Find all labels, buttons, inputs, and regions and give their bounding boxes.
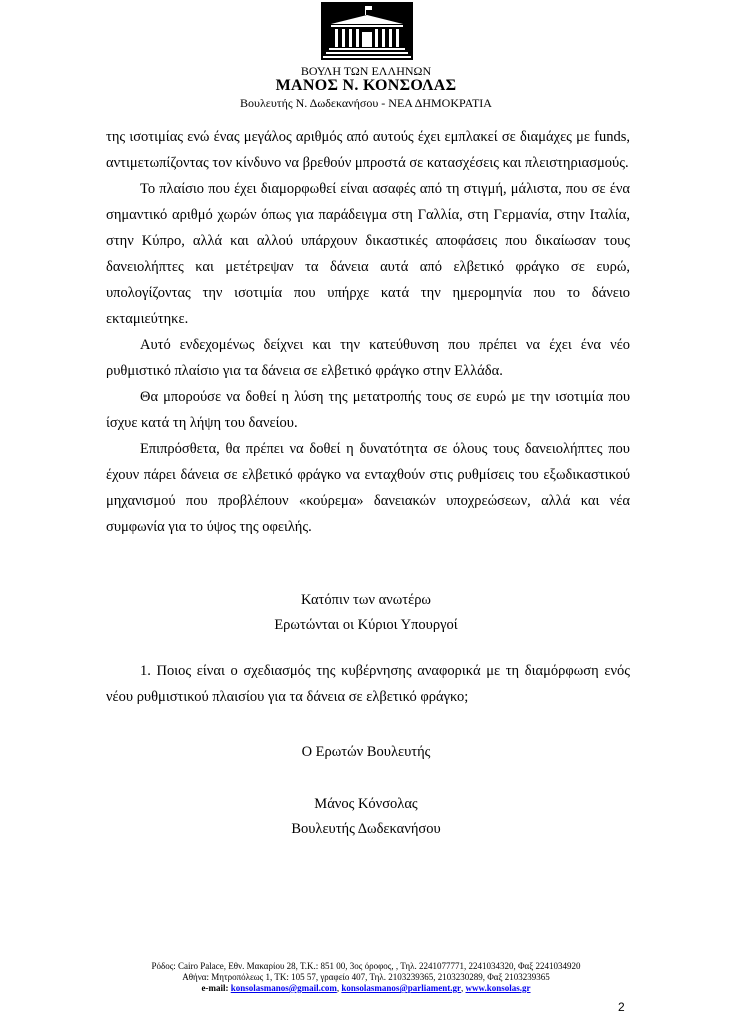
page-number: 2 <box>618 1000 625 1014</box>
email-label: e-mail: <box>201 983 229 993</box>
paragraph: της ισοτιμίας ενώ ένας μεγάλος αριθμός από αυτούς έχει εμπλακεί σε διαμάχες με funds, αντιμετωπίζοντας τον κίνδυνο να βρεθούν μπροστά σε κατασχέσεις και πλειστηριασμούς. <box>106 129 630 171</box>
body-text <box>106 124 630 540</box>
signature-label: Ο Ερωτών Βουλευτής <box>301 744 431 760</box>
footer-address-athens: Αθήνα: Μητροπόλεως 1, ΤΚ: 105 57, γραφείο 407, Τηλ. 2103239365, 2103230289, Φαξ 2103239365 <box>182 972 550 982</box>
organization-name: ΒΟΥΛΗ ΤΩΝ ΕΛΛΗΝΩΝ <box>300 64 432 78</box>
parliament-building-icon <box>321 2 413 60</box>
member-name: ΜΑΝΟΣ Ν. ΚΟΝΣΟΛΑΣ <box>275 77 457 94</box>
footer <box>0 961 732 994</box>
question-list <box>106 658 630 710</box>
footer-contacts: e-mail: konsolasmanos@gmail.com, konsolasmanos@parliament.gr, www.konsolas.gr <box>201 983 531 993</box>
footer-address-rhodes: Ρόδος: Cairo Palace, Εθν. Μακαρίου 28, Τ.Κ.: 851 00, 3ος όροφος, , Τηλ. 2241077771, 2241034320, Φαξ 2241034920 <box>151 961 581 971</box>
signature-name: Μάνος Κόνσολας <box>314 796 418 812</box>
email-link-gmail[interactable]: konsolasmanos@gmail.com <box>230 983 337 993</box>
question: 1. Ποιος είναι ο σχεδιασμός της κυβέρνησης αναφορικά με τη διαμόρφωση ενός νέου ρυθμιστικού πλαισίου για τα δάνεια σε ελβετικό φράγκο; <box>106 663 630 705</box>
paragraph: Επιπρόσθετα, θα πρέπει να δοθεί η δυνατότητα σε όλους τους δανειολήπτες που έχουν πάρει δάνεια σε ελβετικό φράγκο να ενταχθούν στις ρυθμίσεις του εξωδικαστικού μηχανισμού που προβλέπουν «κούρεμα» δανειακών υποχρεώσεων, αλλά και νέα συμφωνία για το ύψος της οφειλής. <box>106 441 630 535</box>
email-link-parliament[interactable]: konsolasmanos@parliament.gr <box>341 983 461 993</box>
paragraph: Το πλαίσιο που έχει διαμορφωθεί είναι ασαφές από τη στιγμή, μάλιστα, που σε ένα σημαντικό αριθμό χωρών όπως για παράδειγμα στη Γαλλία, στη Γερμανία, στην Ιταλία, στην Κύπρο, αλλά και αλλού υπάρχουν δικαστικές αποφάσεις που δικαίωσαν τους δανειολήπτες και μετέτρεψαν τα δάνεια αυτά από ελβετικό φράγκο σε ευρώ, υπολογίζοντας την ισοτιμία που υπήρχε κατά την ημερομηνία που το δάνειο εκταμιεύτηκε. <box>106 181 630 327</box>
closing-line: Κατόπιν των ανωτέρω <box>301 592 431 608</box>
member-role: Βουλευτής Ν. Δωδεκανήσου - ΝΕΑ ΔΗΜΟΚΡΑΤΙΑ <box>240 96 492 110</box>
signature-title: Βουλευτής Δωδεκανήσου <box>291 821 441 837</box>
paragraph: Θα μπορούσε να δοθεί η λύση της μετατροπής τους σε ευρώ με την ισοτιμία που ίσχυε κατά τη λήψη του δανείου. <box>106 389 630 431</box>
paragraph: Αυτό ενδεχομένως δείχνει και την κατεύθυνση που πρέπει να έχει ένα νέο ρυθμιστικό πλαίσιο για τα δάνεια σε ελβετικό φράγκο στην Ελλάδα. <box>106 337 630 379</box>
website-link[interactable]: www.konsolas.gr <box>465 983 531 993</box>
closing-line: Ερωτώνται οι Κύριοι Υπουργοί <box>274 617 458 633</box>
